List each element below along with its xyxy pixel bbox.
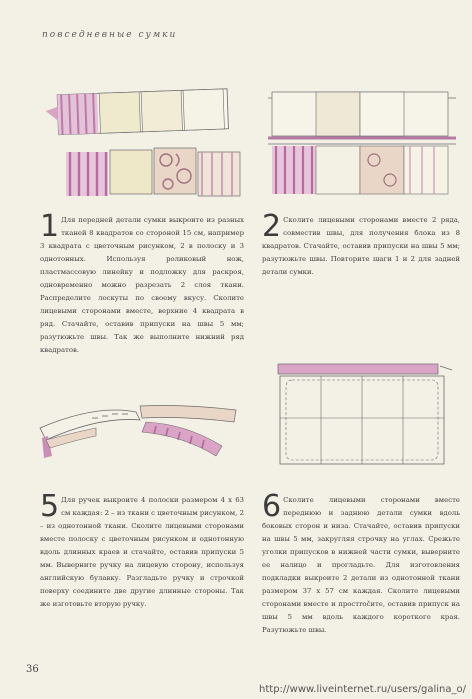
figure-handles <box>36 392 242 472</box>
figure-bag-assembled <box>268 360 460 470</box>
step-text: Для ручек выкроите 4 полоски размером 4 х 63 см каждая: 2 – из ткани с цветочным рисунком, 2 – из однотонной ткани. Сколите лицевыми сторонами вместе полоску с цветочным рисунком и однотонную вдоль длинных краев и стачайте, оставив припуски 5 мм. Выверните ручку на лицевую сторону, используя английскую булавку. Разгладьте ручку и строчкой поверху соедините две другие длинные стороны. Так же изготовьте вторую ручку. <box>40 496 244 608</box>
step-2 <box>262 209 460 279</box>
step-number: 5 <box>40 489 60 524</box>
step-text: Сколите лицевыми сторонами вместе переднюю и заднюю детали сумки вдоль боковых сторон и низа. Стачайте, оставив припуски на швы 5 мм, закругляя строчку на углах. Срежьте уголки припусков в нижней части сумки, выверните ее налицо и прогладьте. Для изготовления подкладки выкроите 2 детали из однотонной ткани размером 37 х 57 см каждая. Сколите лицевыми сторонами вместе и простročите, оставив припуск на швы 5 мм вдоль каждого короткого края. Разутюжьте швы. <box>262 496 460 634</box>
source-url: http://www.liveinternet.ru/users/galina_o/ <box>259 684 466 695</box>
step-6 <box>262 489 460 637</box>
step-text: Для передней детали сумки выкроите из разных тканей 8 квадратов со стороной 15 см, например 3 квадрата с цветочным рисунком, 2 в полоску и 3 однотонных. Используя роликовый нож, пластмассовую линейку и подложку для раскроя, одновременно можно разрезать 2 слоя ткани. Распределите лоскуты по своему вкусу. Сколите лицевыми сторонами вместе, верхние 4 квадрата в ряд. Стачайте, оставив припуски на швы 5 мм; разутюжьте швы. Так же выполните нижний ряд квадратов. <box>40 216 244 354</box>
step-5 <box>40 489 244 611</box>
page-number: 36 <box>26 664 39 675</box>
figure-sewn-block <box>264 86 460 202</box>
figure-patchwork-rows <box>36 78 248 208</box>
step-number: 6 <box>262 489 282 524</box>
step-number: 2 <box>262 209 282 244</box>
step-text: Сколите лицевыми сторонами вместе 2 ряда, совместив швы, для получения блока из 8 квадратов. Стачайте, оставив припуски на швы 5 мм; разутюжьте швы. Повторите шаги 1 и 2 для задней детали сумки. <box>262 216 460 276</box>
section-header: повседневные сумки <box>42 30 178 40</box>
step-1 <box>40 209 244 357</box>
step-number: 1 <box>40 209 60 244</box>
